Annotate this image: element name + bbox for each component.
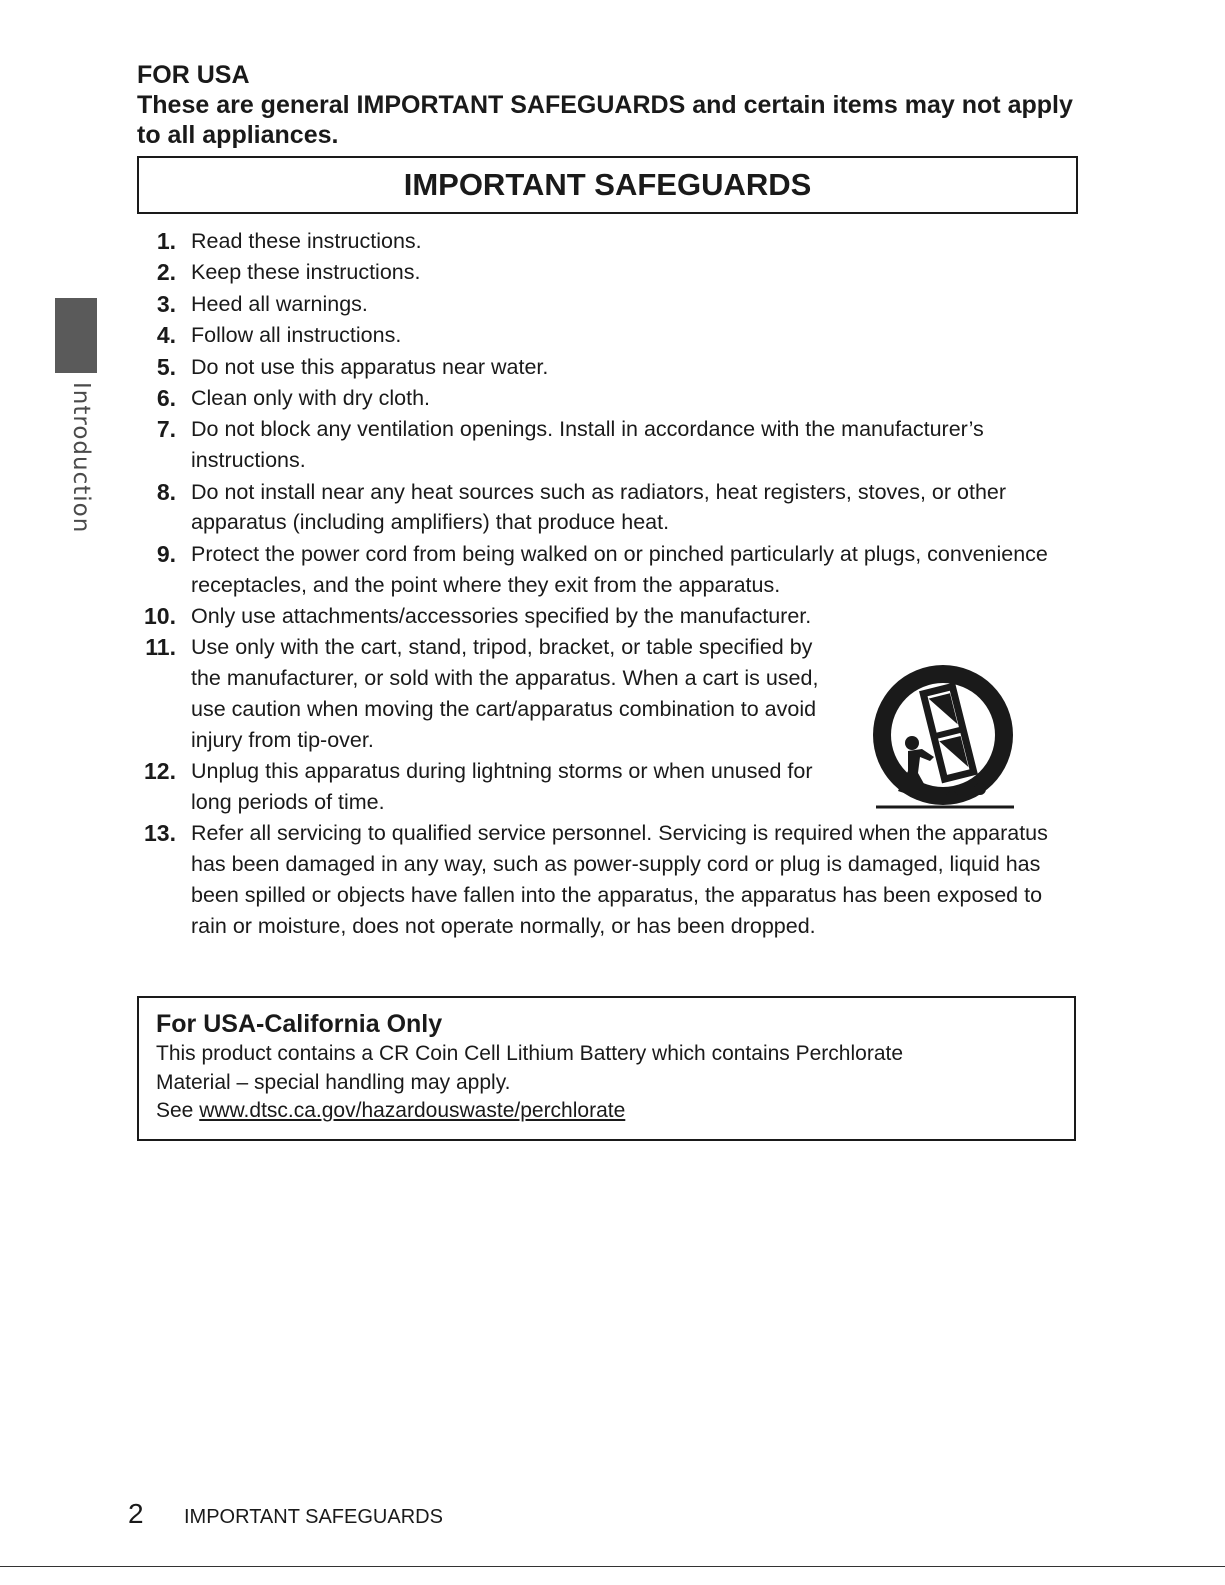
item-text: Unplug this apparatus during lightning storms or when unused for long periods of time. bbox=[191, 759, 813, 814]
page-header bbox=[137, 60, 1077, 150]
footer-section-title: IMPORTANT SAFEGUARDS bbox=[184, 1506, 443, 1528]
item-text: Follow all instructions. bbox=[191, 323, 402, 348]
perchlorate-info-link[interactable]: www.dtsc.ca.gov/hazardouswaste/perchlorate bbox=[199, 1099, 626, 1122]
item-text: Refer all servicing to qualified service personnel. Servicing is required when the apparatus has been damaged in any way, such as power-supply cord or plug is damaged, liquid has been spilled or objects have fallen into the apparatus, the apparatus has been exposed to rain or moisture, does not operate normally, or has been dropped. bbox=[191, 821, 1048, 938]
list-item bbox=[130, 477, 1070, 539]
item-number: 10. bbox=[144, 602, 176, 629]
list-item bbox=[130, 539, 1070, 601]
california-notice bbox=[137, 996, 1076, 1141]
item-number: 6. bbox=[156, 384, 176, 411]
item-text: Do not install near any heat sources such as radiators, heat registers, stoves, or other apparatus (including amplifiers) that produce heat. bbox=[191, 479, 1007, 535]
item-text: Clean only with dry cloth. bbox=[191, 385, 430, 410]
cart-tip-over-warning-icon bbox=[868, 665, 1018, 815]
item-number: 7. bbox=[156, 416, 176, 443]
item-text: Use only with the cart, stand, tripod, bracket, or table specified by the manufacturer, or sold with the apparatus. When a cart is used, use caution when moving the cart/apparatus combination to avoid injury from tip-over. bbox=[191, 635, 819, 752]
list-item bbox=[130, 257, 1070, 288]
see-label: See bbox=[156, 1099, 194, 1122]
item-number: 11. bbox=[145, 634, 176, 661]
list-item bbox=[130, 352, 1070, 383]
item-text: Keep these instructions. bbox=[191, 260, 421, 285]
list-item bbox=[130, 226, 1070, 257]
item-text: Only use attachments/accessories specified by the manufacturer. bbox=[191, 603, 812, 628]
item-number: 13. bbox=[144, 820, 176, 847]
list-item bbox=[130, 383, 1070, 414]
item-text: Heed all warnings. bbox=[191, 291, 368, 316]
item-text: Protect the power cord from being walked on or pinched particularly at plugs, convenience receptacles, and the point where they exit from the apparatus. bbox=[191, 541, 1048, 597]
item-number: 9. bbox=[156, 540, 176, 567]
page-number: 2 bbox=[128, 1498, 144, 1529]
item-number: 8. bbox=[156, 478, 176, 505]
item-number: 2. bbox=[156, 259, 176, 286]
item-number: 3. bbox=[156, 290, 176, 317]
list-item bbox=[130, 320, 1070, 351]
california-notice-title: For USA-California Only bbox=[156, 1010, 443, 1038]
item-number: 1. bbox=[156, 228, 176, 254]
list-item bbox=[130, 289, 1070, 320]
list-item bbox=[130, 414, 1070, 476]
item-text: Do not use this apparatus near water. bbox=[191, 354, 549, 379]
page-title: IMPORTANT SAFEGUARDS bbox=[137, 156, 1078, 214]
section-tab-marker bbox=[55, 298, 97, 373]
item-number: 5. bbox=[156, 353, 176, 380]
page-footer bbox=[128, 1498, 443, 1534]
list-item bbox=[130, 818, 1070, 941]
intro-heading: These are general IMPORTANT SAFEGUARDS and certain items may not apply to all appliances. bbox=[137, 91, 1073, 149]
california-notice-line: Material – special handling may apply. bbox=[156, 1070, 511, 1094]
section-tab-label: Introduction bbox=[68, 382, 94, 534]
list-item bbox=[130, 601, 1070, 632]
item-number: 4. bbox=[156, 322, 176, 349]
item-number: 12. bbox=[144, 758, 176, 785]
region-heading: FOR USA bbox=[137, 61, 250, 89]
california-notice-line: This product contains a CR Coin Cell Lithium Battery which contains Perchlorate bbox=[156, 1042, 904, 1065]
california-notice-see-line bbox=[156, 1097, 1057, 1126]
item-text: Do not block any ventilation openings. Install in accordance with the manufacturer’s instructions. bbox=[191, 417, 984, 473]
page-bottom-rule bbox=[0, 1566, 1225, 1567]
item-text: Read these instructions. bbox=[191, 229, 422, 253]
safeguards-list bbox=[130, 226, 1070, 942]
